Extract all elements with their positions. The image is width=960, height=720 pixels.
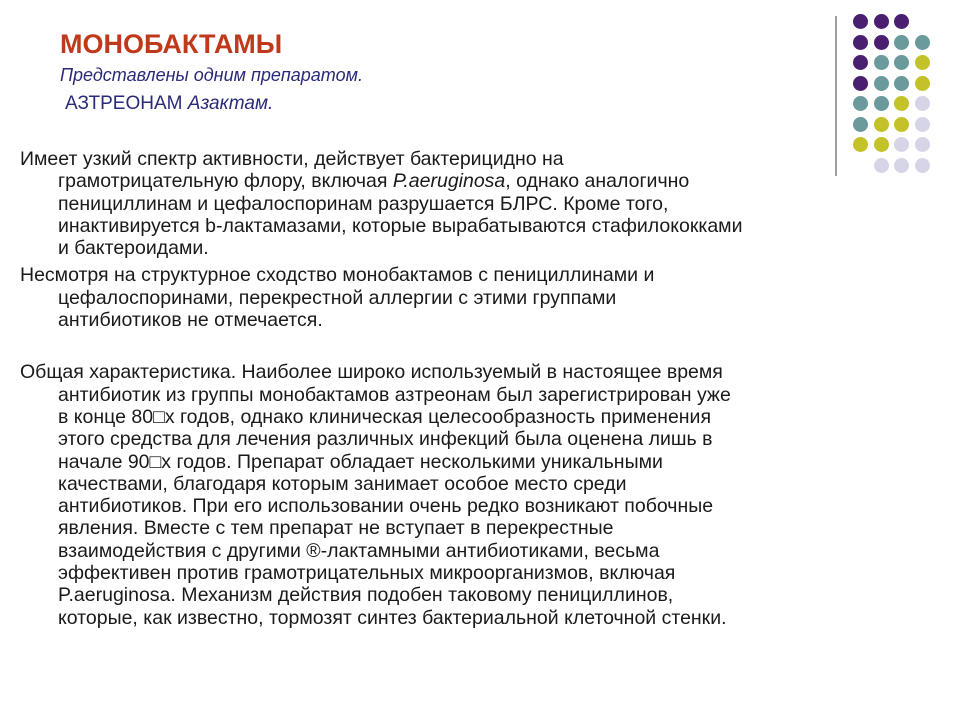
decor-dot [894, 55, 909, 70]
decor-dot [874, 96, 889, 111]
paragraph-line: Общая характеристика. Наиболее широко используемый в настоящее время [20, 361, 723, 384]
decor-dot [853, 117, 868, 132]
decor-dot [874, 35, 889, 50]
paragraph-line: в конце 80□х годов, однако клиническая целесообразность применения [58, 405, 712, 428]
body-text [20, 148, 920, 629]
decor-dot [853, 76, 868, 91]
paragraph-1 [20, 148, 920, 259]
paragraph-line: грамотрицательную флору, включая P.aeruginosa, однако аналогично [58, 170, 690, 193]
paragraph-line: пенициллинам и цефалоспоринам разрушается БЛРС. Кроме того, [58, 192, 669, 215]
decor-dot [894, 14, 909, 29]
paragraph-line: взаимодействия с другими ®-лактамными антибиотиками, весьма [58, 539, 660, 562]
decor-dot [915, 76, 930, 91]
paragraph-line: антибиотик из группы монобактамов азтреонам был зарегистрирован уже [58, 383, 731, 406]
paragraph-3 [20, 361, 920, 629]
decor-dot [894, 96, 909, 111]
paragraph-line: антибиотиков не отмечается. [58, 309, 323, 332]
paragraph-line: Несмотря на структурное сходство монобактамов с пенициллинами и [20, 264, 655, 287]
drug-brand: Азактам. [187, 93, 274, 114]
paragraph-line: качествами, благодаря которым занимает особое место среди [58, 472, 627, 495]
paragraph-line: явления. Вместе с тем препарат не вступает в перекрестные [58, 517, 614, 540]
paragraph-line: эффективен против грамотрицательных микроорганизмов, включая [58, 562, 676, 585]
decor-dot [853, 55, 868, 70]
paragraph-line: инактивируется b-лактамазами, которые вырабатываются стафилококками [58, 214, 743, 237]
decor-dot [915, 55, 930, 70]
decor-dot [894, 117, 909, 132]
paragraph-line: начале 90□х годов. Препарат обладает несколькими уникальными [58, 450, 663, 473]
paragraph-line: которые, как известно, тормозят синтез бактериальной клеточной стенки. [58, 606, 727, 629]
decor-dot [874, 76, 889, 91]
decor-dot [874, 14, 889, 29]
decor-dot [853, 35, 868, 50]
paragraph-line: Имеет узкий спектр активности, действует бактерицидно на [20, 148, 564, 170]
decor-dot [853, 96, 868, 111]
drug-line [65, 93, 273, 115]
slide-subtitle: Представлены одним препаратом. [60, 65, 363, 85]
decor-dot [894, 35, 909, 50]
decor-dot [915, 117, 930, 132]
slide-title: МОНОБАКТАМЫ [60, 29, 283, 59]
decor-dot [853, 14, 868, 29]
decor-dot [874, 55, 889, 70]
paragraph-line: этого средства для лечения различных инфекций была оценена лишь в [58, 428, 713, 451]
paragraph-line: P.aeruginosa. Механизм действия подобен таковому пенициллинов, [58, 584, 674, 607]
decor-dot [915, 96, 930, 111]
paragraph-gap [20, 331, 920, 361]
paragraph-line: цефалоспоринами, перекрестной аллергии с этими группами [58, 286, 617, 309]
decor-dot [874, 117, 889, 132]
paragraph-line: антибиотиков. При его использовании очень редко возникают побочные [58, 495, 714, 518]
drug-name: АЗТРЕОНАМ [65, 93, 183, 114]
pathogen-name: P.aeruginosa [392, 170, 506, 193]
decor-dot [894, 76, 909, 91]
paragraph-line: и бактероидами. [58, 237, 209, 260]
paragraph-2 [20, 264, 920, 331]
decor-dot [915, 35, 930, 50]
